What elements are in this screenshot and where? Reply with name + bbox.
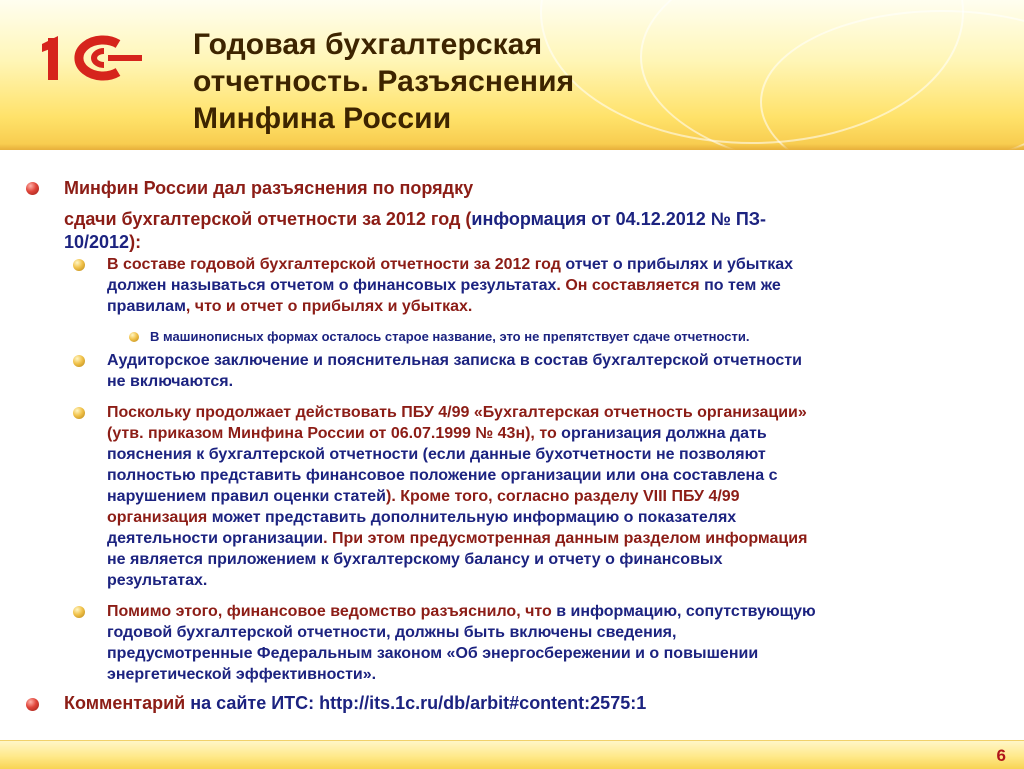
text-run: не включаются. [107, 373, 234, 390]
intro-line-1: Минфин России дал разъяснения по порядку [64, 178, 474, 198]
text-run: энергетической эффективности». [107, 666, 377, 683]
bullet-gold-icon [73, 407, 85, 419]
list-item-pbu-4-99 [107, 402, 987, 591]
text-run: правилам [107, 298, 186, 315]
text-run: по тем же [699, 277, 781, 294]
text-run: , что и отчет о прибылях и убытках. [185, 298, 473, 315]
intro-line-2a: сдачи бухгалтерской отчетности за 2012 год ( [64, 209, 472, 229]
text-run: Помимо этого, финансовое ведомство разъяснило, что [107, 603, 552, 620]
text-run: В машинописных формах осталось старое название, это не препятствует сдаче отчетности. [150, 329, 750, 344]
text-run: . Он составляется [556, 277, 700, 294]
text-run: может представить дополнительную информацию о показателях [207, 509, 737, 526]
text-run: полностью представить финансовое положение организации или она составлена с [107, 467, 778, 484]
text-run: результатах. [107, 572, 208, 589]
comment-link[interactable]: на сайте ИТС: http://its.1c.ru/db/arbit#content:2575:1 [185, 693, 647, 713]
text-run: пояснения к бухгалтерской отчетности (если данные бухотчетности не позволяют [107, 446, 766, 463]
text-run: организация [107, 509, 208, 526]
intro-bullet-cont [64, 208, 964, 254]
bullet-gold-icon [73, 259, 85, 271]
bullet-gold-icon [73, 606, 85, 618]
list-item-report-name [107, 254, 987, 317]
text-run: Аудиторское заключение [107, 352, 309, 369]
text-run: и пояснительная записка в состав бухгалтерской отчетности [308, 352, 802, 369]
comment-label: Комментарий [64, 693, 186, 713]
intro-bullet [64, 177, 964, 200]
text-run: Поскольку продолжает действовать ПБУ 4/99 «Бухгалтерская отчетность организации» [107, 404, 807, 421]
text-run: ). Кроме того, согласно разделу VIII ПБУ 4/99 [386, 488, 740, 505]
text-run: годовой бухгалтерской отчетности, должны быть включены сведения, [107, 624, 677, 641]
title-line: Годовая бухгалтерская [193, 28, 543, 61]
text-run: нарушением правил оценки статей [107, 488, 387, 505]
text-run: деятельности организации [107, 530, 324, 547]
text-run: В составе годовой бухгалтерской отчетности за 2012 год [107, 256, 561, 273]
list-item-typewritten-forms [150, 328, 970, 345]
text-run: отчет о прибылях и убытках [560, 256, 794, 273]
intro-line-2b: информация от 04.12.2012 № ПЗ- [471, 209, 767, 229]
bullet-gold-small-icon [129, 332, 139, 342]
title-line: Минфина России [193, 102, 452, 135]
text-run: в информацию, сопутствующую [551, 603, 816, 620]
list-item-energy-info [107, 601, 987, 685]
1c-logo [42, 30, 160, 86]
text-run: (утв. приказом Минфина России от 06.07.1999 № 43н), то [107, 425, 562, 442]
text-run: должен называться отчетом о финансовых результатах [107, 277, 557, 294]
bullet-red-icon [26, 182, 39, 195]
intro-line-3a: 10/2012 [64, 232, 130, 252]
page-number: 6 [996, 746, 1006, 765]
slide-footer [0, 740, 1024, 769]
page-title [193, 26, 574, 137]
intro-line-3b: ): [129, 232, 142, 252]
comment-bullet [64, 692, 964, 715]
bullet-gold-icon [73, 355, 85, 367]
text-run: . При этом предусмотренная данным разделом информация [323, 530, 808, 547]
list-item-audit-report [107, 350, 987, 392]
text-run: организация должна дать [561, 425, 767, 442]
bullet-red-icon [26, 698, 39, 711]
slide-header [0, 0, 1024, 150]
text-run: предусмотренные Федеральным законом «Об энергосбережении и о повышении [107, 645, 759, 662]
title-line: отчетность. Разъяснения [193, 65, 575, 98]
text-run: не является приложением к бухгалтерскому балансу и отчету о финансовых [107, 551, 723, 568]
